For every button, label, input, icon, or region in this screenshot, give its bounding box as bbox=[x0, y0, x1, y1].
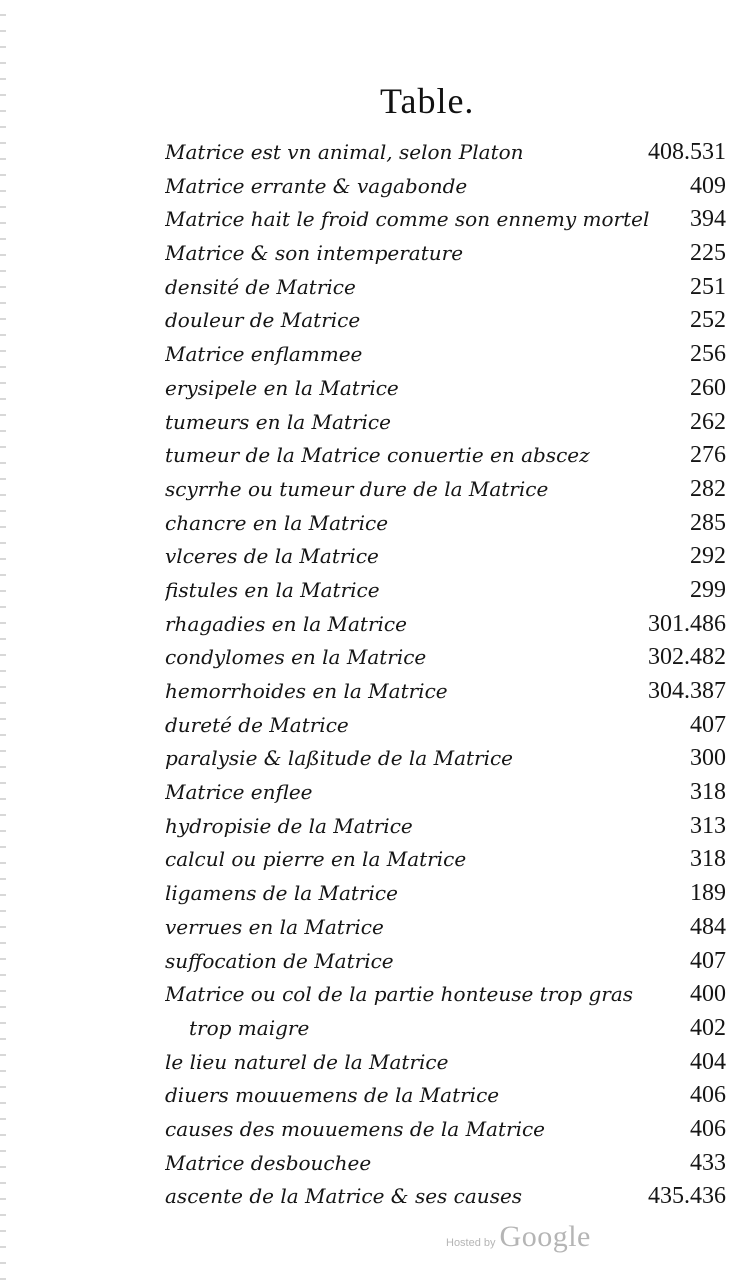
index-entry bbox=[165, 507, 730, 541]
watermark-logo: Google bbox=[499, 1220, 591, 1253]
entry-label: hemorrhoides en la Matrice bbox=[165, 679, 448, 703]
index-entry bbox=[165, 776, 730, 810]
index-entry bbox=[165, 843, 730, 877]
entry-page-number: 406 bbox=[690, 1082, 726, 1109]
index-entry bbox=[165, 1079, 730, 1113]
entry-label: hydropisie de la Matrice bbox=[165, 813, 413, 838]
index-entry bbox=[165, 372, 730, 406]
entry-page-number: 304.387 bbox=[648, 678, 726, 704]
entry-page-number: 404 bbox=[690, 1048, 726, 1075]
entry-page-number: 276 bbox=[690, 442, 726, 469]
entry-label: suffocation de Matrice bbox=[165, 948, 394, 973]
entry-page-number: 251 bbox=[690, 273, 726, 300]
entry-page-number: 408.531 bbox=[648, 139, 726, 165]
entry-page-number: 285 bbox=[690, 509, 726, 536]
entry-label: douleur de Matrice bbox=[165, 308, 361, 333]
entry-page-number: 433 bbox=[690, 1149, 726, 1176]
entry-label: paralysie & laßitude de la Matrice bbox=[165, 746, 514, 771]
page-title: Table. bbox=[380, 81, 475, 121]
entry-page-number: 225 bbox=[690, 240, 726, 267]
entry-label: vlceres de la Matrice bbox=[165, 544, 379, 569]
entry-label: verrues en la Matrice bbox=[165, 914, 384, 939]
entry-label: Matrice ou col de la partie honteuse trop gras bbox=[165, 982, 634, 1007]
entry-label: fistules en la Matrice bbox=[165, 577, 380, 602]
index-entry bbox=[165, 608, 730, 642]
entry-label: le lieu naturel de la Matrice bbox=[165, 1049, 449, 1074]
index-entry bbox=[165, 271, 730, 305]
index-entry bbox=[165, 1012, 730, 1046]
index-entry bbox=[165, 540, 730, 574]
index-entry bbox=[165, 1046, 730, 1080]
entry-page-number: 400 bbox=[690, 981, 726, 1008]
entry-label: calcul ou pierre en la Matrice bbox=[165, 847, 467, 872]
index-entry bbox=[165, 439, 730, 473]
entry-label: causes des mouuemens de la Matrice bbox=[165, 1116, 545, 1141]
entry-page-number: 302.482 bbox=[648, 644, 726, 671]
index-entry bbox=[165, 406, 730, 440]
index-entry bbox=[165, 978, 730, 1012]
entry-page-number: 318 bbox=[690, 779, 726, 806]
google-watermark bbox=[446, 1220, 591, 1254]
index-entry bbox=[165, 911, 730, 945]
index-entry bbox=[165, 1180, 730, 1214]
entry-label: rhagadies en la Matrice bbox=[165, 611, 407, 636]
index-entry bbox=[165, 945, 730, 979]
index-entry bbox=[165, 675, 730, 709]
index-entry bbox=[165, 136, 730, 170]
index-entry bbox=[165, 304, 730, 338]
entry-label: Matrice enflammee bbox=[165, 342, 363, 367]
index-entry bbox=[165, 1113, 730, 1147]
entry-page-number: 262 bbox=[690, 408, 726, 435]
entry-page-number: 435.436 bbox=[648, 1183, 726, 1210]
entry-page-number: 256 bbox=[690, 341, 726, 368]
index-entry bbox=[165, 203, 730, 237]
entry-page-number: 402 bbox=[690, 1014, 726, 1041]
entry-page-number: 252 bbox=[690, 307, 726, 334]
index-entry bbox=[165, 709, 730, 743]
entry-label: tumeur de la Matrice conuertie en abscez bbox=[165, 443, 590, 468]
entry-page-number: 282 bbox=[690, 475, 726, 502]
entry-page-number: 407 bbox=[690, 947, 726, 974]
index-entry bbox=[165, 877, 730, 911]
entry-label: ascente de la Matrice & ses causes bbox=[165, 1184, 523, 1209]
page-edge-margin bbox=[0, 0, 6, 1280]
entry-label: trop maigre bbox=[189, 1015, 310, 1040]
entry-page-number: 406 bbox=[690, 1115, 726, 1142]
entry-label: tumeurs en la Matrice bbox=[165, 409, 391, 434]
entry-page-number: 299 bbox=[690, 576, 726, 603]
entry-page-number: 409 bbox=[690, 172, 726, 199]
entry-label: scyrrhe ou tumeur dure de la Matrice bbox=[165, 476, 549, 501]
entry-page-number: 394 bbox=[690, 206, 726, 233]
index-entry bbox=[165, 810, 730, 844]
entry-label: Matrice hait le froid comme son ennemy mortel bbox=[165, 207, 650, 232]
entry-label: densité de Matrice bbox=[165, 274, 356, 299]
entry-label: condylomes en la Matrice bbox=[165, 645, 427, 670]
entry-page-number: 300 bbox=[690, 745, 726, 772]
entry-page-number: 301.486 bbox=[648, 610, 726, 637]
index-entry bbox=[165, 338, 730, 372]
entry-label: diuers mouuemens de la Matrice bbox=[165, 1083, 500, 1108]
entry-page-number: 407 bbox=[690, 711, 726, 738]
entry-page-number: 189 bbox=[690, 880, 726, 907]
index-entry bbox=[165, 574, 730, 608]
index-entry bbox=[165, 641, 730, 675]
entry-label: Matrice & son intemperature bbox=[165, 241, 464, 266]
entry-label: Matrice est vn animal, selon Platon bbox=[165, 140, 524, 164]
entry-label: chancre en la Matrice bbox=[165, 510, 389, 535]
index-entry bbox=[165, 237, 730, 271]
entry-page-number: 313 bbox=[690, 812, 726, 839]
index-entry bbox=[165, 170, 730, 204]
entry-page-number: 292 bbox=[690, 543, 726, 570]
index-entry bbox=[165, 1147, 730, 1181]
entry-page-number: 484 bbox=[690, 913, 726, 940]
entry-page-number: 260 bbox=[690, 374, 726, 401]
entry-label: Matrice desbouchee bbox=[165, 1150, 372, 1175]
watermark-prefix: Hosted by bbox=[446, 1237, 496, 1249]
entry-page-number: 318 bbox=[690, 846, 726, 873]
index-entry-list bbox=[165, 136, 730, 1214]
index-entry bbox=[165, 742, 730, 776]
entry-label: Matrice enflee bbox=[165, 780, 313, 805]
entry-label: dureté de Matrice bbox=[165, 712, 349, 737]
entry-label: ligamens de la Matrice bbox=[165, 881, 398, 906]
entry-label: Matrice errante & vagabonde bbox=[165, 173, 468, 198]
entry-label: erysipele en la Matrice bbox=[165, 375, 399, 400]
index-entry bbox=[165, 473, 730, 507]
